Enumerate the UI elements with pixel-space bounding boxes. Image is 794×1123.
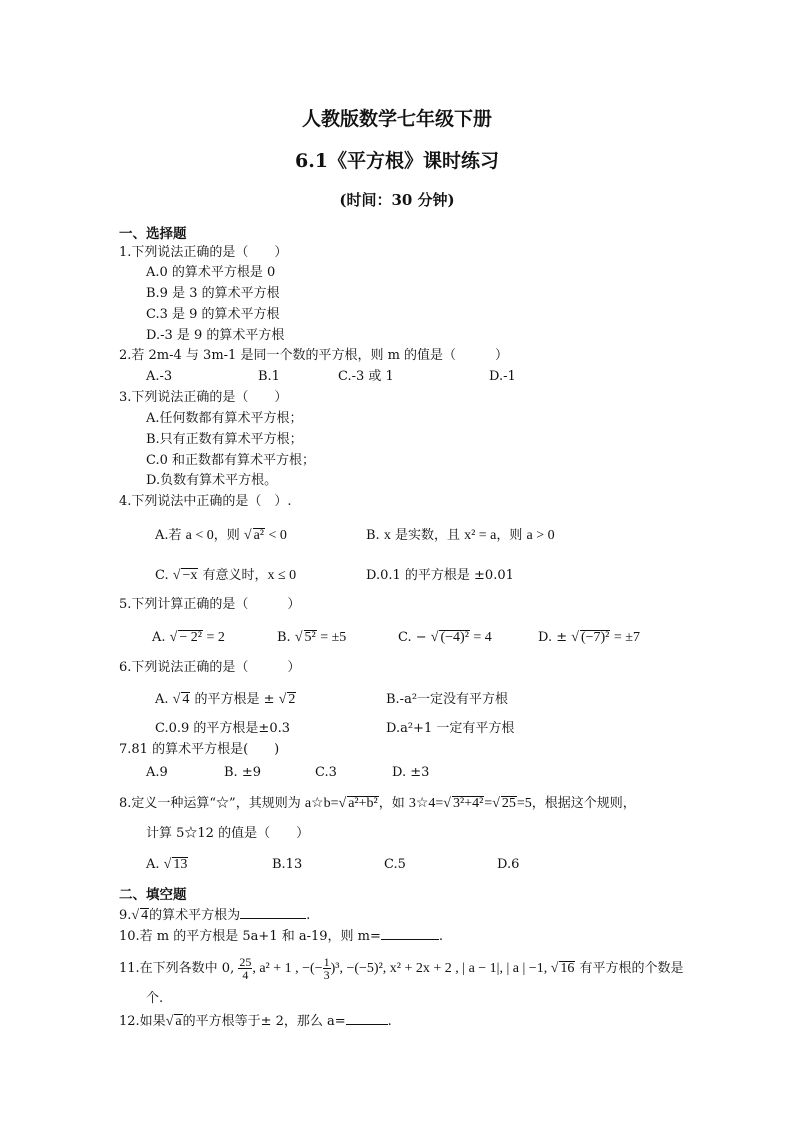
question-11-suffix: 有平方根的个数是 [575,961,684,976]
question-7-option-c: C.3 [315,765,337,780]
question-3-stem: 3.下列说法正确的是（ ） [119,390,288,405]
sqrt-sign: √ [430,630,439,645]
option-c-middle: 有意义时， [198,568,268,583]
question-3-option-c: C.0 和正数都有算术平方根； [146,453,316,468]
option-a-prefix: A. [155,692,173,707]
radicand: a²+b² [348,796,378,811]
question-11-terms-1: , a² + 1 , −(− [252,961,323,976]
question-1-option-b: B.9 是 3 的算术平方根 [146,286,280,301]
option-b-middle: 是实数，且 [390,528,465,543]
question-3-option-d: D.负数有算术平方根。 [146,473,278,488]
option-a-prefix: A.若 [155,528,186,543]
question-7-stem: 7.81 的算术平方根是( ) [119,742,280,757]
radicand: a [175,1014,182,1029]
option-b-middle-2: ，则 [496,528,527,543]
section-heading-choice: 一、选择题 [119,226,187,242]
option-b-result: a > 0 [526,528,555,543]
question-9 [119,908,310,924]
question-4-option-b [366,528,555,544]
question-11 [119,956,684,981]
question-5-stem: 5.下列计算正确的是（ ） [119,597,301,612]
denominator: 4 [242,968,249,982]
question-10-text: 10.若 m 的平方根是 5a+1 和 a-19，则 m= [119,929,381,944]
option-c-prefix: C. [155,568,173,583]
question-2-option-c: C.-3 或 1 [338,369,394,384]
question-5-option-d [538,630,640,646]
sqrt-sign: √ [278,692,287,707]
question-10 [119,929,443,945]
answer-blank[interactable] [346,1024,388,1025]
sqrt-sign: √ [163,857,172,872]
question-12-text: 的平方根等于± 2，那么 a= [182,1014,346,1029]
sqrt-sign: √ [294,630,303,645]
question-10-end: . [438,929,444,944]
option-a-prefix: A. [146,857,164,872]
radicand: (−7)² [580,630,610,645]
denominator: 3 [323,968,330,982]
radicand: (−4)² [440,630,469,645]
question-2-option-b: B.1 [258,369,280,384]
radicand: 2 [288,692,296,707]
question-11-prefix: 11.在下列各数中 0, [119,961,239,976]
sqrt-sign: √ [131,908,140,923]
radicand: 4 [182,692,190,707]
sqrt-sign: √ [165,1014,174,1029]
question-5-option-a [152,630,225,646]
option-a-condition: a < 0 [185,528,214,543]
time-limit: (时间：30 分钟) [339,191,455,209]
question-4-option-d: D.0.1 的平方根是 ±0.01 [366,568,514,583]
sqrt-sign: √ [172,568,181,583]
sqrt-sign: √ [169,630,178,645]
option-a-prefix: A. [152,630,170,645]
option-b-prefix: B. [366,528,384,543]
radicand: 3²+4² [452,796,484,811]
question-6-option-c: C.0.9 的平方根是±0.3 [155,721,290,736]
question-6-option-d: D.a²+1 一定有平方根 [386,721,515,736]
fraction [238,956,252,981]
question-11-terms-2: )³, −(−5)², x² + 2x + 2 , | a − 1|, | a | −1, [330,961,551,976]
radicand: 4 [141,908,149,923]
question-4-option-c [155,568,296,584]
question-3-option-a: A.任何数都有算术平方根； [146,411,303,426]
sqrt-sign: √ [243,528,252,543]
question-8-option-b: B.13 [272,857,303,872]
question-2-option-a: A.-3 [146,369,173,384]
question-7-option-d: D. ±3 [392,765,430,780]
question-3-option-b: B.只有正数有算术平方根； [146,432,303,447]
question-2-option-d: D.-1 [489,369,516,384]
radicand: −x [182,568,198,583]
radicand: 13 [173,857,188,872]
radicand: 25 [501,796,516,811]
sqrt-sign: √ [492,796,500,811]
question-1-option-c: C.3 是 9 的算术平方根 [146,307,280,322]
question-1-option-d: D.-3 是 9 的算术平方根 [146,328,285,343]
option-c-prefix: C. − [398,630,431,645]
question-6-option-b: B.-a²一定没有平方根 [386,692,509,707]
option-c-result: x ≤ 0 [267,568,297,583]
fraction [323,956,331,981]
question-9-end: . [306,908,311,923]
example-prefix: 3☆4= [408,796,444,811]
option-b-result: = ±5 [316,630,347,645]
rule-prefix: a☆b= [304,796,339,811]
answer-blank[interactable] [240,918,306,919]
question-5-option-b [277,630,346,646]
option-a-result: < 0 [265,528,287,543]
answer-blank[interactable] [381,939,439,940]
radicand: 16 [560,961,575,976]
numerator: 1 [323,955,330,969]
question-12 [119,1014,392,1030]
option-c-result: = 4 [469,630,492,645]
radicand: − 2² [179,630,202,645]
stem-suffix: ，根据这个规则， [531,796,636,811]
option-a-middle: ，则 [213,528,244,543]
question-8-stem-line-2: 计算 5☆12 的值是（ ） [146,826,310,841]
question-9-number: 9. [119,908,132,923]
question-2-stem: 2.若 2m-4 与 3m-1 是同一个数的平方根，则 m 的值是（ ） [119,348,509,363]
stem-middle: ，如 [378,796,409,811]
stem-prefix: 8.定义一种运算“☆”，其规则为 [119,796,305,811]
radicand: 5² [304,630,316,645]
sqrt-sign: √ [172,692,181,707]
sqrt-sign: √ [550,961,559,976]
example-result: =5 [516,796,532,811]
option-a-result: = 2 [202,630,225,645]
section-heading-fill-in: 二、填空题 [119,887,187,903]
option-b-equation: x² = a [464,528,497,543]
option-b-prefix: B. [277,630,295,645]
numerator: 25 [239,955,252,969]
question-6-option-a [155,692,296,708]
example-equals: = [484,796,493,811]
option-d-result: = ±7 [610,630,640,645]
question-5-option-c [398,630,492,646]
option-d-prefix: D. ± [538,630,572,645]
question-1-option-a: A.0 的算术平方根是 0 [146,265,276,280]
option-b-variable: x [383,528,391,543]
radicand: a² [253,528,265,543]
question-11-line-2: 个. [146,991,164,1006]
question-4-option-a [155,528,287,544]
question-6-stem: 6.下列说法正确的是（ ） [119,660,301,675]
question-7-option-a: A.9 [146,765,168,780]
document-title: 人教版数学七年级下册 [301,108,492,130]
question-8-option-c: C.5 [384,857,406,872]
sqrt-sign: √ [571,630,579,645]
question-1-stem: 1.下列说法正确的是（ ） [119,245,288,260]
question-8-option-d: D.6 [497,857,520,872]
sqrt-sign: √ [443,796,451,811]
question-12-end: . [387,1014,392,1029]
sqrt-sign: √ [338,796,347,811]
question-9-text: 的算术平方根为 [149,908,241,923]
question-4-stem: 4.下列说法中正确的是（ ）. [119,494,292,509]
question-7-option-b: B. ±9 [224,765,261,780]
question-8-stem [119,796,636,812]
document-subtitle: 6.1《平方根》课时练习 [294,150,500,172]
question-12-prefix: 12.如果 [119,1014,166,1029]
option-a-middle: 的平方根是 ± [190,692,279,707]
question-8-option-a [146,857,188,873]
